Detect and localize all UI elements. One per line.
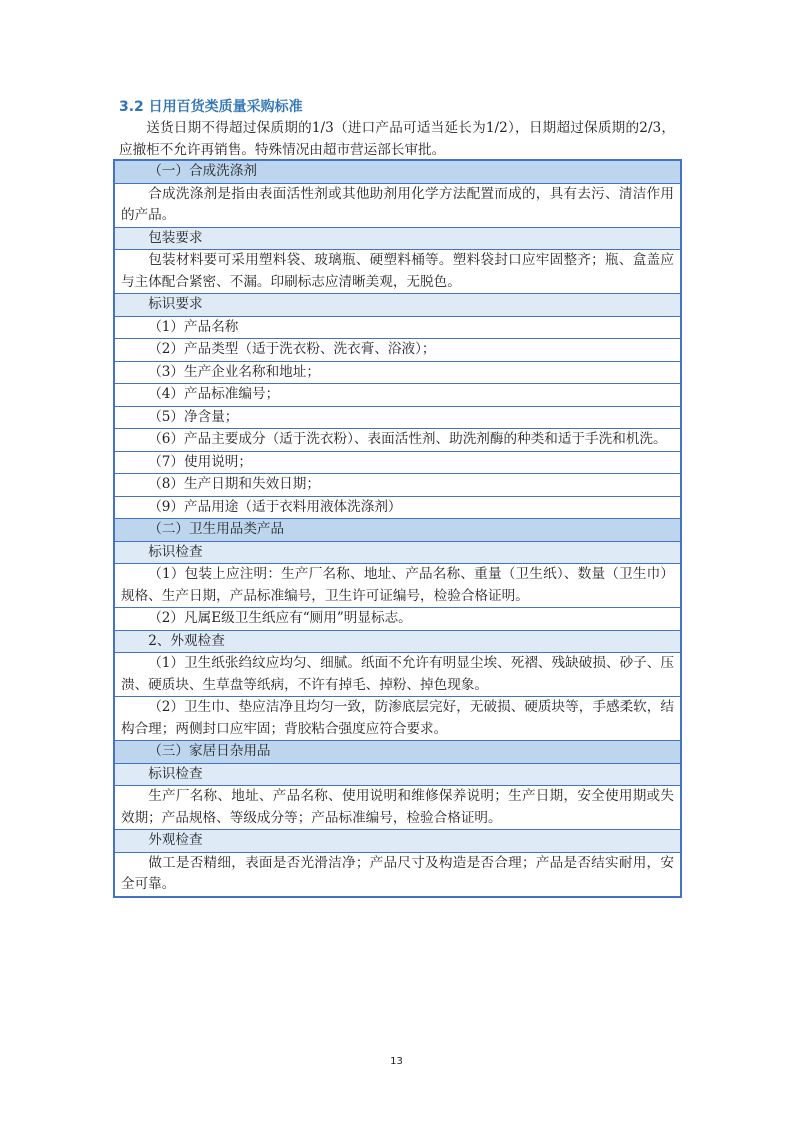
table-cell: （1）包装上应注明：生产厂名称、地址、产品名称、重量（卫生纸）、数量（卫生巾）规格、生产日期，产品标准编号，卫生许可证编号，检验合格证明。	[114, 564, 681, 608]
page-number: 13	[390, 1056, 403, 1067]
intro-paragraph: 送货日期不得超过保质期的1/3（进口产品可适当延长为1/2），日期超过保质期的2/3，应撤柜不允许再销售。特殊情况由超市营运部长审批。	[119, 120, 675, 158]
table-row	[114, 183, 681, 227]
table-row	[114, 406, 681, 429]
table-cell: （3）生产企业名称和地址；	[114, 361, 681, 384]
table-cell: 做工是否精细，表面是否光滑洁净；产品尺寸及构造是否合理；产品是否结实耐用，安全可靠。	[114, 852, 681, 897]
subheader-row	[114, 227, 681, 250]
table-row	[114, 361, 681, 384]
table-cell: （1）卫生纸张绉纹应均匀、细腻。纸面不允许有明显尘埃、死褶、残缺破损、砂子、压溃、硬质块、生草盘等纸病，不许有掉毛、掉粉、掉色现象。	[114, 653, 681, 697]
table-cell: （2）卫生巾、垫应洁净且均匀一致，防渗底层完好，无破损、硬质块等，手感柔软，结构合理；两侧封口应牢固；背胶粘合强度应符合要求。	[114, 697, 681, 741]
standards-table	[113, 159, 682, 898]
table-cell: （6）产品主要成分（适于洗衣粉）、表面活性剂、助洗剂酶的种类和适于手洗和机洗。	[114, 429, 681, 452]
table-cell: （三）家居日杂用品	[114, 741, 681, 764]
table-row	[114, 653, 681, 697]
table-cell: （4）产品标准编号；	[114, 384, 681, 407]
table-row	[114, 339, 681, 362]
subheader-row	[114, 763, 681, 786]
table-cell: （7）使用说明；	[114, 451, 681, 474]
table-cell: （2）产品类型（适于洗衣粉、洗衣膏、浴液）；	[114, 339, 681, 362]
table-cell: 生产厂名称、地址、产品名称、使用说明和维修保养说明；生产日期，安全使用期或失效期；产品规格、等级成分等；产品标准编号，检验合格证明。	[114, 786, 681, 830]
table-row	[114, 451, 681, 474]
subheader-row	[114, 541, 681, 564]
section-header-row	[114, 519, 681, 542]
table-cell: （一）合成洗涤剂	[114, 160, 681, 183]
table-cell: （5）净含量；	[114, 406, 681, 429]
table-row	[114, 474, 681, 497]
section-header-row	[114, 741, 681, 764]
table-row	[114, 852, 681, 897]
table-cell: 包装要求	[114, 227, 681, 250]
table-row	[114, 564, 681, 608]
table-row	[114, 697, 681, 741]
table-cell: 外观检查	[114, 830, 681, 853]
table-cell: （8）生产日期和失效日期；	[114, 474, 681, 497]
section-header-row	[114, 160, 681, 183]
table-row	[114, 250, 681, 294]
table-cell: 标识检查	[114, 541, 681, 564]
subheader-row	[114, 830, 681, 853]
table-row	[114, 496, 681, 519]
table-row	[114, 786, 681, 830]
table-cell: （1）产品名称	[114, 316, 681, 339]
table-row	[114, 429, 681, 452]
subheader-row	[114, 294, 681, 317]
section-title: 3.2 日用百货类质量采购标准	[119, 99, 303, 115]
table-cell: 标识检查	[114, 763, 681, 786]
table-cell: 包装材料要可采用塑料袋、玻璃瓶、硬塑料桶等。塑料袋封口应牢固整齐；瓶、盒盖应与主体配合紧密、不漏。印刷标志应清晰美观，无脱色。	[114, 250, 681, 294]
table-cell: （2）凡属E级卫生纸应有“厕用”明显标志。	[114, 608, 681, 631]
table-cell: 合成洗涤剂是指由表面活性剂或其他助剂用化学方法配置而成的，具有去污、清洁作用的产品。	[114, 183, 681, 227]
table-cell: （9）产品用途（适于衣料用液体洗涤剂）	[114, 496, 681, 519]
table-cell: （二）卫生用品类产品	[114, 519, 681, 542]
table-row	[114, 316, 681, 339]
table-row	[114, 384, 681, 407]
table-row	[114, 608, 681, 631]
table-cell: 标识要求	[114, 294, 681, 317]
table-cell: 2、外观检查	[114, 630, 681, 653]
subheader-row	[114, 630, 681, 653]
